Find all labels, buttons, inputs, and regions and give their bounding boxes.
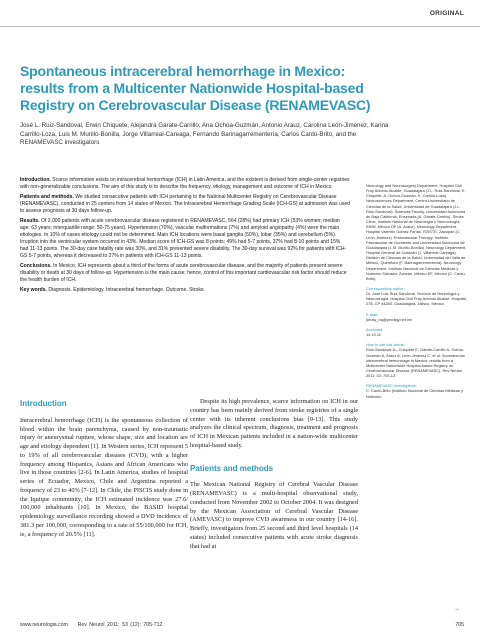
email-address: jorusy_hq@prodigy.net.mx bbox=[366, 316, 413, 322]
abstract-methods-text: We studied consecutive patients with ICH pertaining to the National Multicenter Registry on Cerebrovascular Disease (RENAMEVASC), conducted in 25 centers from 14 states of Mexico. The Intracerebral Hemorrhage Grading Scale (ICH-GS) at admission was used to assess prognosis at 30 days follow-up. bbox=[20, 194, 350, 214]
abstract-conclusions bbox=[20, 263, 350, 284]
abstract-keywords-label: Key words. bbox=[20, 286, 47, 293]
introduction-heading: Introduction bbox=[20, 399, 67, 408]
affiliations-sidebar bbox=[366, 183, 468, 404]
investigators-block bbox=[366, 383, 468, 398]
email-label: E-mail: bbox=[366, 311, 379, 317]
abstract-results-text: Of 2,000 patients with acute cerebrovascular disease registered in RENAMEVASC, 564 (28%) had primary ICH (53% women; median age: 63 years; interquartile range: 50-75 years). Hypertension (70%), vascular malformations (7%) and amyloid angiopathy (4%) were the main etiologies. In 10% of cases etiology could not be determined. Main ICH locations were basal ganglia (50%), lobar (35%) and cerebellum (5%). Irruption into the ventricular system occurred in 43%. Median score of ICH-GS was 8 points: 49% had 5-7 points, 37% had 8-10 points and 15% had 11-13 points. The 30-day case fatality rate was 30%, and 31% presented severe disability. The 30-day survival was 92% for patients with ICH-GS 5-7 points, whereas it decreased to 27% in patients with ICH-GS 11-13 points. bbox=[20, 218, 347, 259]
author-list: José L. Ruiz-Sandoval, Erwin Chiquete, Alejandra Gárate-Carrillo, Ana Ochoa-Guzmán, Antonio Arauz, Carolina León-Jiménez, Karina Carrillo-Loza, Luis M. Murillo-Bonilla, Jorge Villarreal-Careaga, Fernando Barinagarrementería, Carlos Cantú-Brito, and the RENAMEVASC investigators bbox=[20, 122, 389, 147]
abstract-methods-label: Patients and methods. bbox=[20, 194, 74, 201]
continued-arrow-icon: → bbox=[454, 606, 460, 612]
investigators-text: C. Cantú-Brito (Instituto Nacional de Ciencias Médicas y Nutrición bbox=[366, 388, 463, 399]
email-block bbox=[366, 312, 468, 322]
footer-citation: Rev Neurol 2011; 53 (12): 705-712 bbox=[77, 622, 163, 628]
abstract-conclusions-label: Conclusions. bbox=[20, 262, 52, 269]
footer-journal bbox=[20, 622, 162, 628]
abstract-results bbox=[20, 218, 350, 259]
abstract-intro-label: Introduction. bbox=[20, 177, 51, 183]
body-column-left bbox=[20, 398, 188, 539]
methods-heading: Patients and methods bbox=[190, 463, 274, 473]
investigators-label: RENAMEVASC investigators: bbox=[366, 383, 417, 389]
body-column-middle bbox=[190, 398, 358, 551]
abstract-conclusions-text: In Mexico, ICH represents about a third of the forms of acute cerebrovascular disease, and the majority of patients present severe disability or death at 30 days of follow-up. Hypertension is the main cause; hence, control of this important cardiovascular risk factor should reduce the health burden of ICH. bbox=[20, 262, 347, 283]
corresponding-author-label: Corresponding author: bbox=[366, 285, 405, 291]
citation-label: How to cite this article: bbox=[366, 342, 405, 348]
corresponding-author-text: Dr. José Luis Ruiz-Sandoval. Servicio de Neurología y Neurocirugía. Hospital Civil Fray Antonio Alcalde. Hospital, 278. CP 44280. Guadalajara, Jalisco, México. bbox=[366, 291, 467, 307]
citation-block bbox=[366, 342, 468, 378]
abstract-introduction bbox=[20, 177, 350, 191]
abstract-results-label: Results. bbox=[20, 218, 40, 225]
header-divider bbox=[0, 26, 480, 27]
introduction-paragraph: Intracerebral hemorrhage (ICH) is the spontaneous collection of blood within the brain parenchyma, caused by non-traumatic injury or aneurysmal rupture, whose shape, size and location are age and etiology dependent [1]. In Western series, ICH represent 5 to 19% of all cerebrovascular diseases (CVD), with a higher frequency among Hispanics, Asians and African Americans who live in those countries [2-6]. In Latin America, studies of hospital series of Ecuador, Mexico, Chile and Argentina reported a frequency of 23 to 40% [7-12]. In Chile, the PISCIS study done in the Iquique community, the ICH estimated incidence was 27.6/ 100,000 inhabitants [10]. In Mexico, the BASID hospital epidemiology surveillance recording showed a DVD incidence of 381.3 per 100,000, corresponding to a rate of 55/100,000 for ICH, ie, a frequency of 20.5% [11]. bbox=[20, 416, 188, 538]
introduction-paragraph-continued: Despite its high prevalence, scarce information on ICH in our country has been mainly derived from stroke registries of a single center with its inherent conclusions bias [9-13]. This study analyzes the clinical spectrum, diagnosis, treatment and prognosis of ICH in Mexican patients included in a nation-wide multicenter hospital-based study. bbox=[190, 398, 358, 449]
abstract-methods bbox=[20, 194, 350, 215]
article-title bbox=[20, 63, 420, 114]
abstract bbox=[20, 177, 350, 297]
accepted-date: 14.10.11. bbox=[366, 332, 382, 338]
article-title-line: Spontaneous intracerebral hemorrhage in Mexico: bbox=[20, 63, 346, 79]
article-title-line: Registry on Cerebrovascular Disease (RENAMEVASC) bbox=[20, 97, 371, 113]
affiliations-text: Neurology and Neurosurgery Department, Hospital Civil Fray Antonio Alcalde, Guadalajara (J.L. Ruiz-Sandoval, E. Chiquete, A. Ochoa-Guzmán, K. Carrillo-Loza). Neurosciences Department, Centro Universitario de Ciencias de la Salud, Universidad de Guadalajara (J.L. Ruiz-Sandoval). Sciences Faculty, Universidad Autónoma de Baja California, Ensenada (A. Gárate-Carrillo). Stroke Clinic, Instituto Nacional de Neurología y Neurocirugía, INNN, México DF (A. Arauz). Neurology Department, Hospital Valentín Gómez Farías, ISSSTE, Zapopan (C. León-Jiménez). Endovascular Therapy, Instituto Panvascular de Occidente and Universidad Autónoma de Guadalajara (L.M. Murillo-Bonilla). Neurology Department, Hospital General de Culiacán (J. Villarreal-Careaga). División de Ciencias de la Salud, Universidad del Valle de México, Querétaro (F. Barinagarrementería). Neurology Department, Instituto Nacional de Ciencias Médicas y Nutrición Salvador Zubirán, México DF, México (C. Cantú-Brito). bbox=[366, 183, 467, 281]
accepted-label: Accepted: bbox=[366, 326, 384, 332]
methods-paragraph: The Mexican National Registry of Cerebral Vascular Disease (RENAMEVASC) is a multi-hospital observational study, conducted from November 2002 to October 2004. It was designed by the Mexican Association of Cerebral Vascular Disease (AMEVASC) to improve CVD awareness in our country [14-16]. Briefly, investigators from 25 second and third level hospitals (14 states) included consecutive patients with acute stroke diagnosis that had at bbox=[190, 481, 358, 550]
corresponding-author bbox=[366, 286, 468, 307]
citation-text: Ruiz-Sandoval JL, Chiquete E, Gárate-Carrillo A, Ochoa-Guzmán A, Arauz A, León-Jiménez C, et al. Spontaneous intracerebral hemorrhage in Mexico: results from a Multicenter Nationwide Hospital-based Registry on Cerebrovascular Disease (RENAMEVASC). Rev Neurol 2011; 53: 705-12. bbox=[366, 347, 465, 379]
section-label: ORIGINAL bbox=[429, 10, 464, 17]
footer-site: www.neurologia.com bbox=[20, 622, 68, 628]
abstract-intro-text: Scarce information exists on intracerebral hemorrhage (ICH) in Latin America, and the existent is derived from single-center registries with non-generalizable conclusions. The aim of this study is to describe the frequency, etiology, management and outcome of ICH in Mexico. bbox=[20, 177, 350, 190]
abstract-keywords-text: Diagnosis. Epidemiology. Intracerebral hemorrhage. Outcome. Stroke. bbox=[48, 286, 206, 293]
article-title-line: results from a Multicenter Nationwide Hospital-based bbox=[20, 80, 364, 96]
accepted-block bbox=[366, 327, 468, 337]
abstract-keywords bbox=[20, 287, 350, 294]
page-number: 705 bbox=[455, 622, 464, 628]
